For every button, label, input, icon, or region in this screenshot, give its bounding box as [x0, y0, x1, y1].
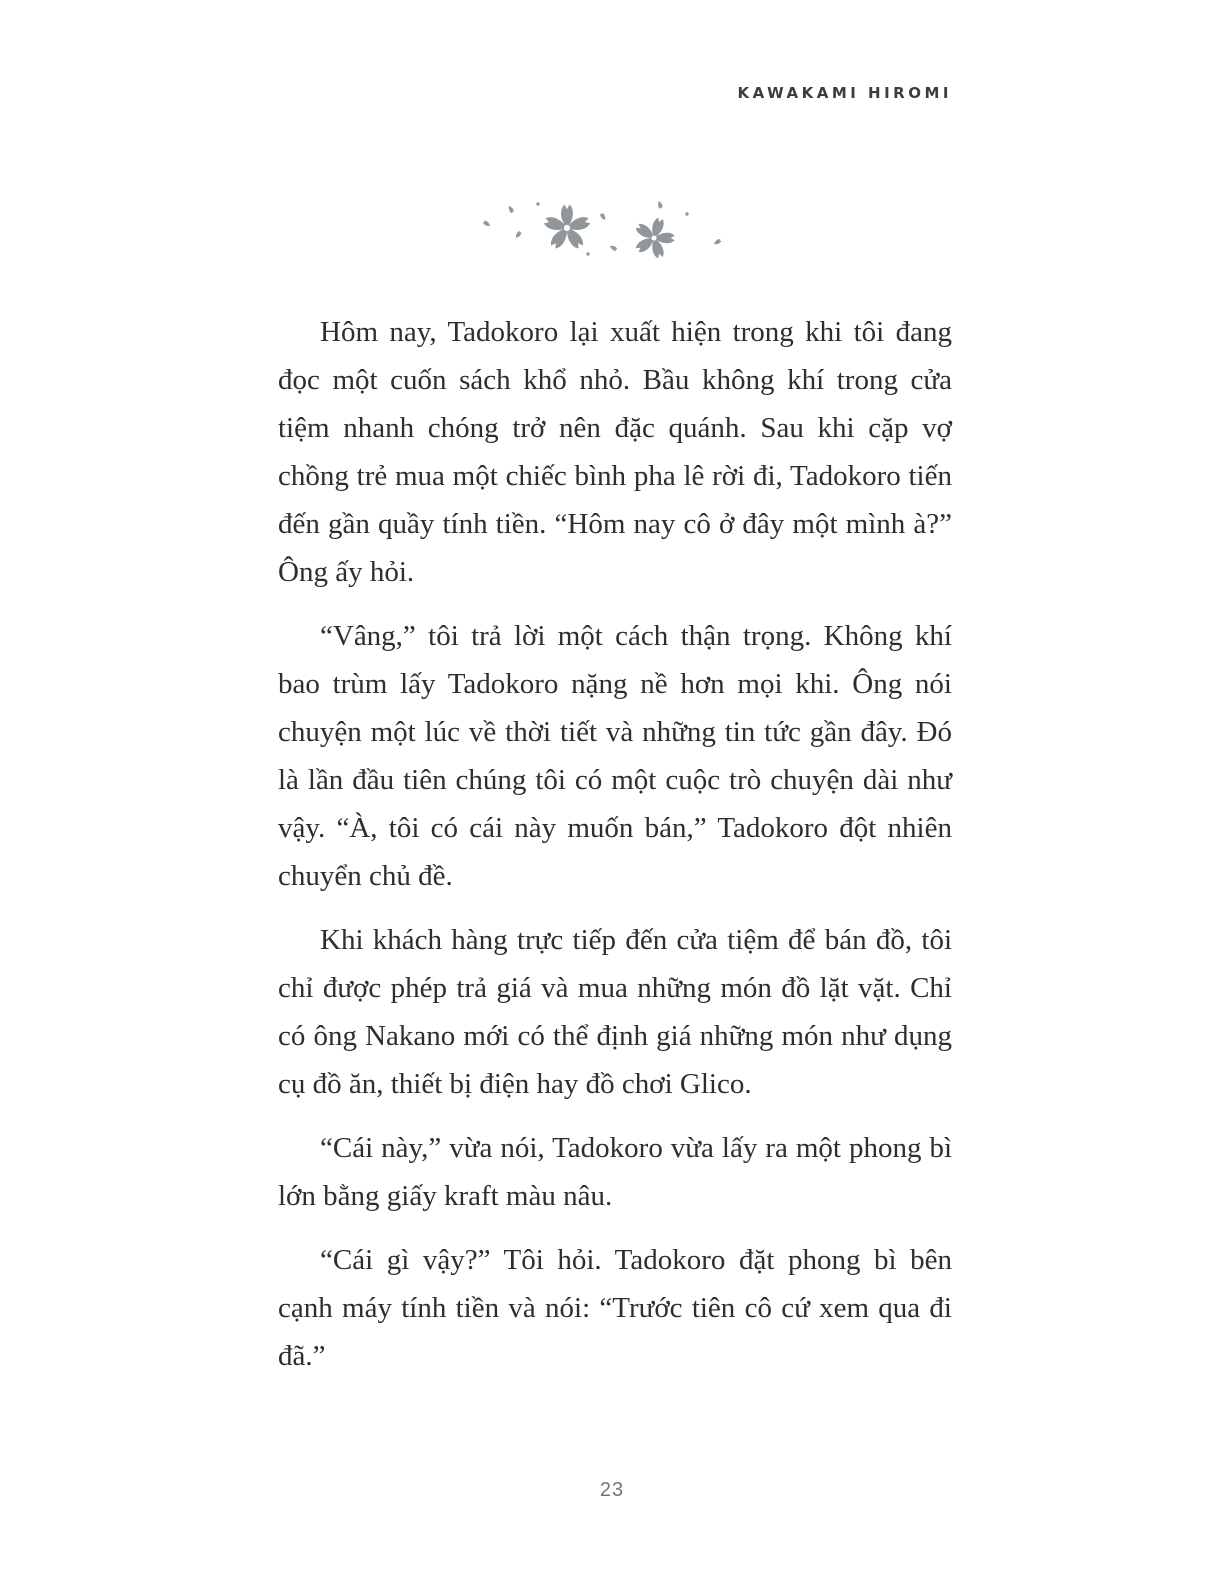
author-name: KAWAKAMI HIROMI: [737, 84, 952, 102]
paragraph-2: “Vâng,” tôi trả lời một cách thận trọng. Không khí bao trùm lấy Tadokoro nặng nề hơn mọi khi. Ông nói chuyện một lúc về thời tiết và những tin tức gần đây. Đó là lần đầu tiên chúng tôi có một cuộc trò chuyện dài như vậy. “À, tôi có cái này muốn bán,” Tadokoro đột nhiên chuyển chủ đề.: [278, 620, 952, 892]
paragraph-4: “Cái này,” vừa nói, Tadokoro vừa lấy ra một phong bì lớn bằng giấy kraft màu nâu.: [278, 1132, 952, 1212]
paragraph-5: “Cái gì vậy?” Tôi hỏi. Tadokoro đặt phong bì bên cạnh máy tính tiền và nói: “Trước tiên cô cứ xem qua đi đã.”: [278, 1244, 952, 1372]
sakura-ornament: [0, 192, 1224, 277]
page-body: [278, 308, 952, 1396]
paragraph-3: Khi khách hàng trực tiếp đến cửa tiệm để bán đồ, tôi chỉ được phép trả giá và mua những món đồ lặt vặt. Chỉ có ông Nakano mới có thể định giá những món như dụng cụ đồ ăn, thiết bị điện hay đồ chơi Glico.: [278, 924, 952, 1100]
running-header: [278, 84, 952, 102]
page-footer: [0, 1479, 1224, 1502]
page-number: 23: [599, 1479, 625, 1501]
sakura-ornament-graphic: [482, 192, 742, 272]
paragraph-1: Hôm nay, Tadokoro lại xuất hiện trong khi tôi đang đọc một cuốn sách khổ nhỏ. Bầu không khí trong cửa tiệm nhanh chóng trở nên đặc quánh. Sau khi cặp vợ chồng trẻ mua một chiếc bình pha lê rời đi, Tadokoro tiến đến gần quầy tính tiền. “Hôm nay cô ở đây một mình à?” Ông ấy hỏi.: [278, 316, 952, 588]
